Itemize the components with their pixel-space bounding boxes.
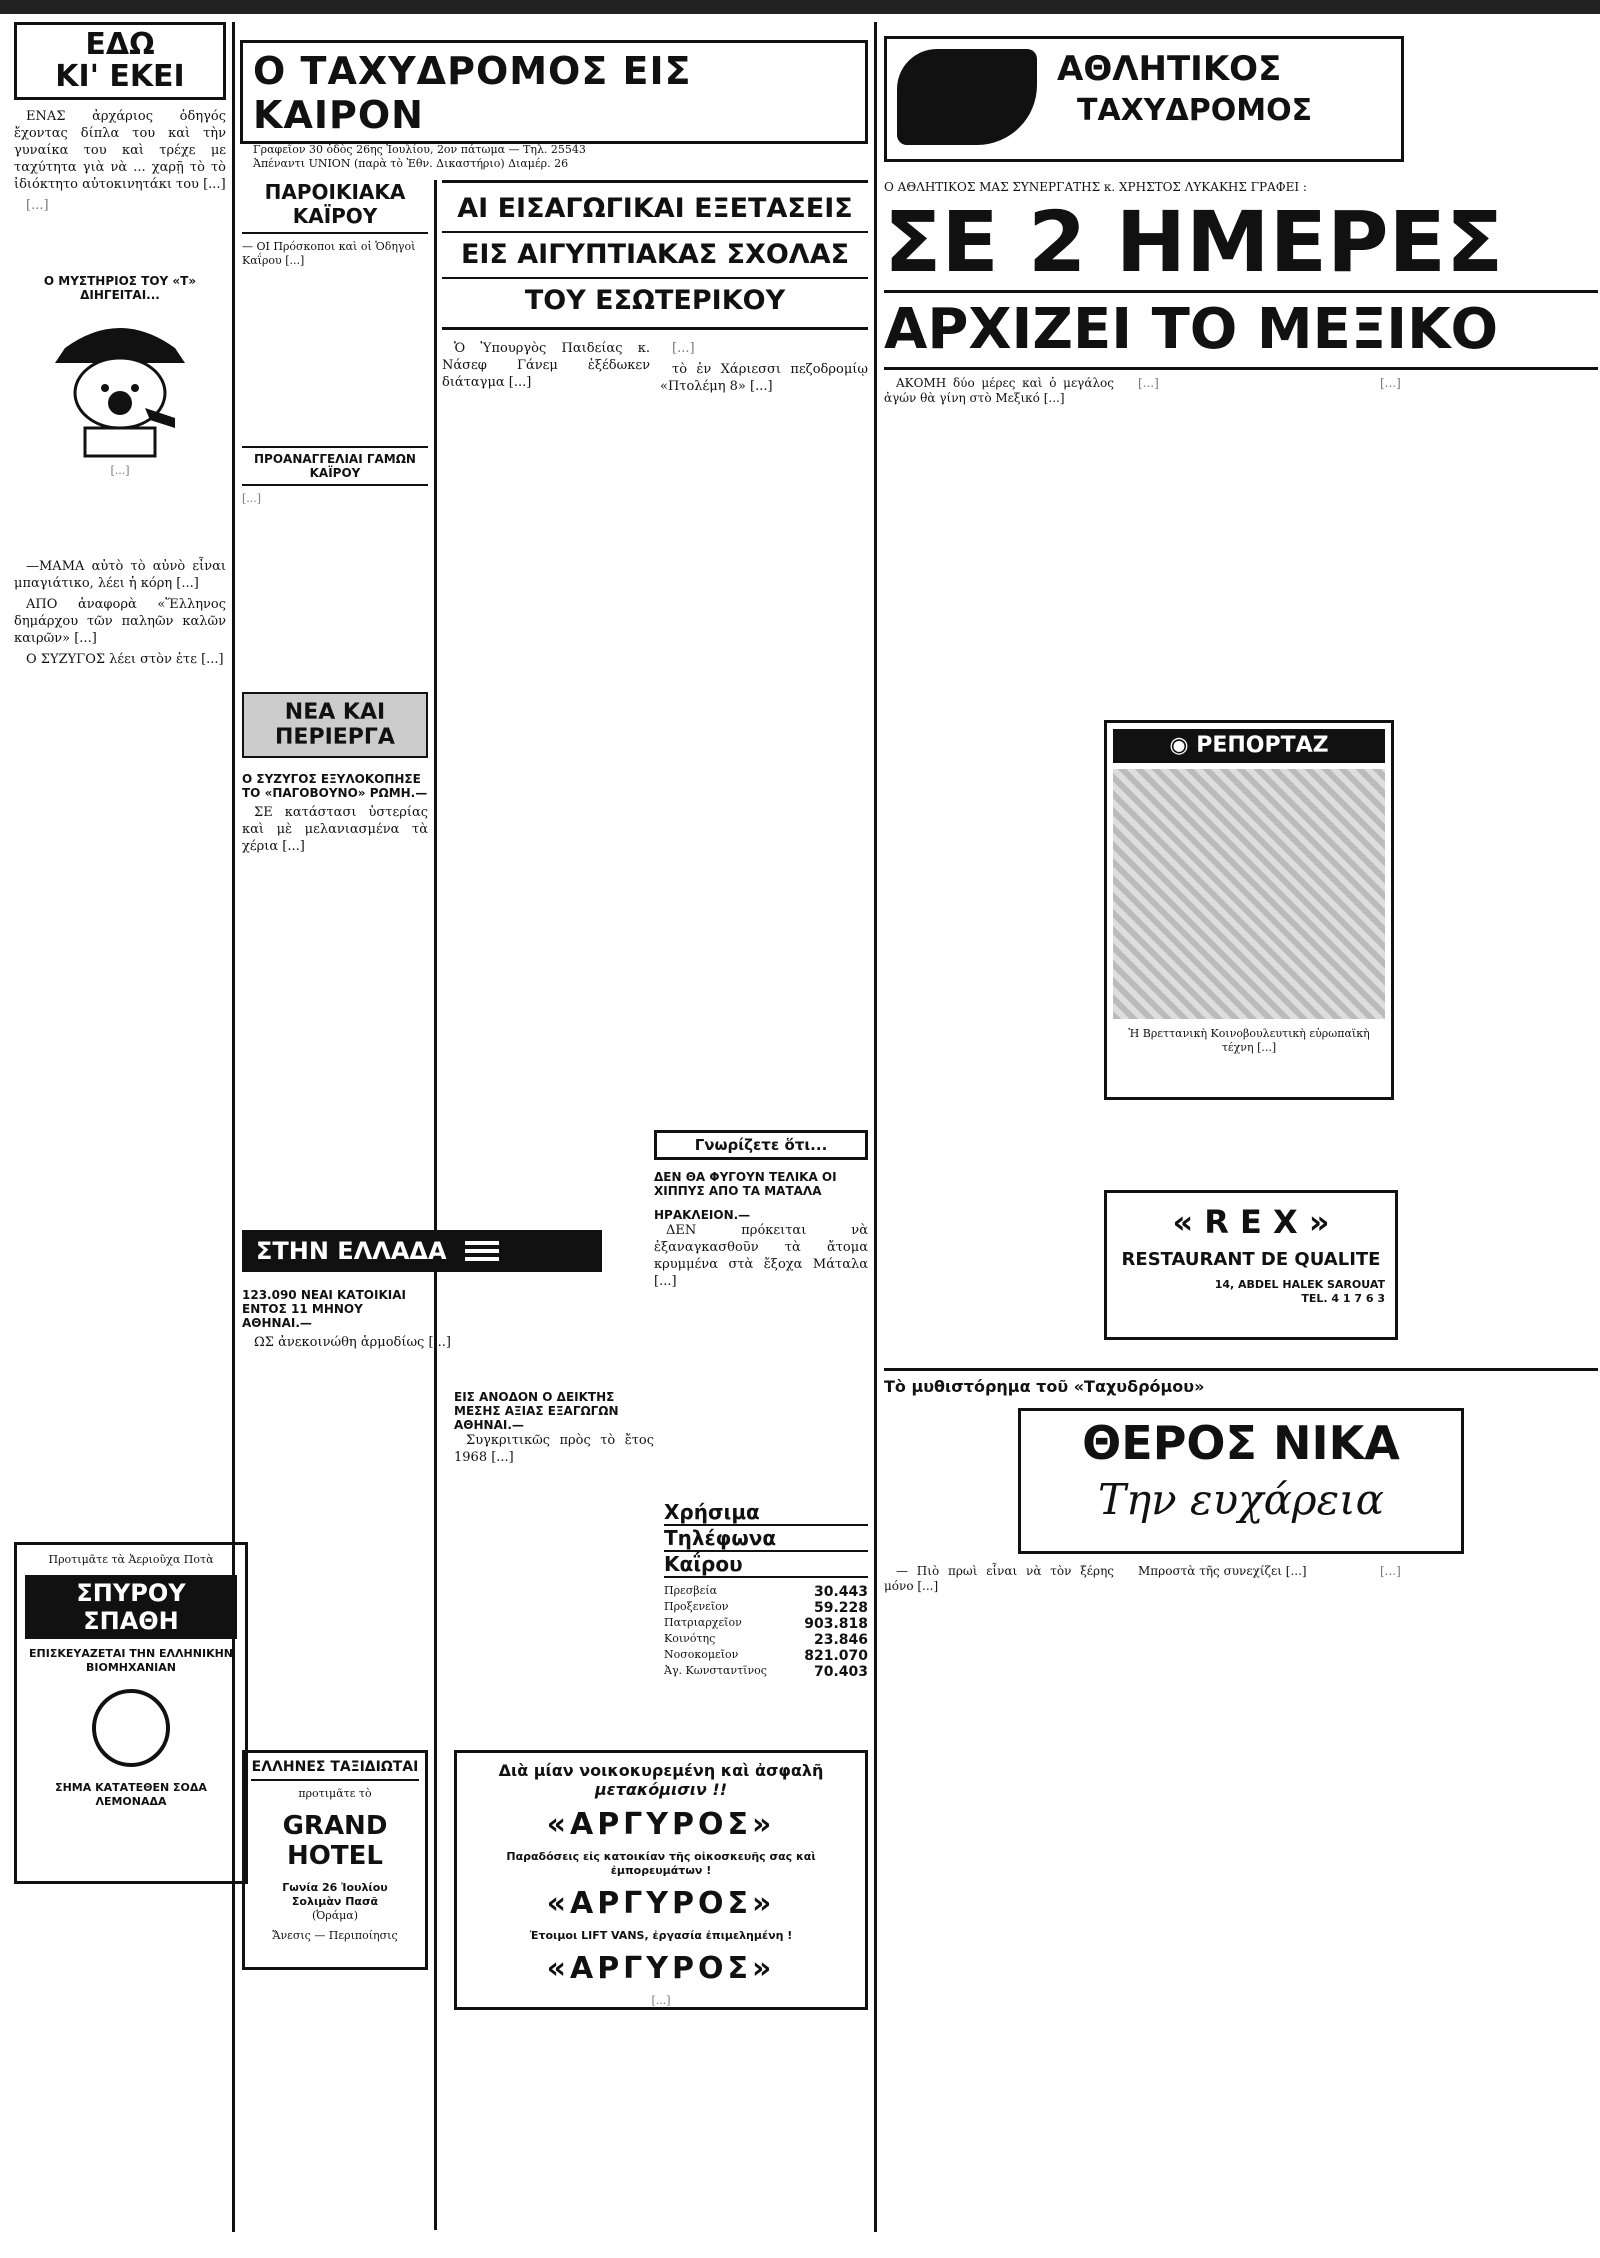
ad-sub: RESTAURANT DE QUALITE [1121,1249,1381,1270]
rex-ad [1104,1190,1398,1340]
novel-body [884,1564,1598,2224]
ad-line-3: Παραδόσεις εἰς κατοικίαν τῆς οἰκοσκευῆς σας καὶ ἐμπορευμάτων ! [506,1850,816,1877]
byline: Ο ΑΘΛΗΤΙΚΟΣ ΜΑΣ ΣΥΝΕΡΓΑΤΗΣ κ. ΧΡΗΣΤΟΣ ΛΥΚΑΚΗΣ ΓΡΑΦΕΙ : [884,180,1307,194]
ad-footer: ΣΗΜΑ ΚΑΤΑΤΕΘΕΝ ΣΟΔΑ ΛΕΜΟΝΑΔΑ [55,1781,207,1808]
sports-title-2: ΤΑΧΥΔΡΟΜΟΣ [1077,93,1313,128]
phone-number: 59.228 [813,1600,868,1616]
phone-row [664,1664,868,1680]
reportaz-title [1113,729,1385,763]
cartoon-title: Ο ΜΥΣΤΗΡΙΟΣ ΤΟΥ «Τ» ΔΙΗΓΕΙΤΑΙ... [43,274,197,302]
top-border [0,0,1600,14]
phone-number: 30.443 [813,1584,868,1600]
phones-title: Χρήσιμα [664,1500,868,1526]
cartoon-image [25,308,215,458]
ad-brand: ΣΠΥΡΟΥ ΣΠΑΘΗ [25,1575,237,1639]
sports-logo [884,36,1404,162]
parish-body [242,240,428,440]
photo-caption: Ἡ Βρεττανικὴ Κοινοβουλευτικὴ εὐρωπαϊκὴ τέχνη [...] [1128,1027,1370,1054]
spathis-ad [14,1542,248,1884]
paragraph: [...] [1138,376,1159,390]
column-rule [232,22,235,2232]
grand-hotel-ad [242,1750,428,1970]
ad-address-3: (Ὀράμα) [311,1909,359,1922]
sports-title: ΑΘΛΗΤΙΚΟΣ [1057,49,1282,89]
paragraph: ΕΝΑΣ ἀρχάριος ὁδηγός ἔχοντας δίπλα του καὶ τὴν γυναίκα του καὶ τρέχε με ταχύτητα γιὰ νὰ ... χαρῇ τὸ τὸ ἰδιόκτητο αὐτοκινητάκι του [...] [14,109,226,192]
greek-flag-icon [465,1241,499,1263]
cartoon-caption: [...] [110,464,130,477]
novel-title: ΘΕΡΟΣ ΝΙΚΑ [1082,1416,1400,1470]
bottle-icon [92,1689,170,1767]
masthead [240,40,868,170]
ad-line-2: μετακόμισιν !! [594,1780,727,1799]
ad-line: Διὰ μίαν νοικοκυρεμένη καὶ ἀσφαλῆ [498,1761,824,1780]
paragraph: [...] [1380,376,1401,390]
paragraph: [...] [1380,1564,1401,1578]
detective-cartoon-icon [25,308,215,458]
phones-title-3: Καΐρου [664,1552,868,1578]
column-1 [14,22,233,2232]
ad-line-2: προτιμᾶτε τὸ [298,1787,372,1800]
headline-line-3: ΤΟΥ ΕΣΩΤΕΡΙΚΟΥ [442,277,868,323]
paragraph: ΣΕ κατάστασι ὑστερίας καὶ μὲ μελανιασμένα τὰ χέρια [...] [242,805,428,854]
masthead-address: Γραφεῖον 30 ὁδὸς 26ης Ἰουλίου, 2ον πάτωμα — Τηλ. 25543 [253,143,586,156]
column-rule [874,22,877,2232]
phone-name: Νοσοκομεῖον [664,1648,739,1661]
phones-list [664,1584,868,1680]
reportaz-label: ΡΕΠΟΡΤΑΖ [1196,733,1329,758]
phone-row [664,1648,868,1664]
ad-line-4: Ἐτοιμοι LIFT VANS, ἐργασία ἐπιμελημένη ! [529,1929,793,1942]
phone-name: Πατριαρχεῖον [664,1616,742,1629]
sports-section [884,180,1598,700]
headline-2: ΑΡΧΙΖΕΙ ΤΟ ΜΕΞΙΚΟ [884,293,1598,370]
photo [1113,769,1385,1019]
paragraph: — Πιὸ πρωὶ εἶναι νὰ τὸν ξέρης μόνο [...] [884,1564,1114,1593]
novel-subtitle: Την ευχάρεια [1097,1475,1384,1524]
reportaz-box [1104,720,1394,1100]
section-title: ΕΔΩ [85,27,155,62]
ad-brand: « R E X » [1172,1203,1330,1241]
ad-line: ΕΛΛΗΝΕΣ ΤΑΞΙΔΙΩΤΑΙ [251,1759,419,1781]
masthead-title: Ο ΤΑΧΥΔΡΟΜΟΣ ΕΙΣ ΚΑΙΡΟΝ [253,49,692,137]
phones-box [664,1500,868,1700]
section-title-2: ΚΑΪΡΟΥ [292,204,378,228]
article-body [454,1432,654,1466]
section-title: ΠΑΡΟΙΚΙΑΚΑ [264,180,406,204]
hippies-article [654,1170,868,1470]
article-body-2 [14,558,226,668]
box-title: Γνωρίζετε ὅτι... [694,1136,828,1154]
argyros-ad [454,1750,868,2010]
ad-tagline: Ἄνεσις — Περιποίησις [272,1929,398,1942]
ad-tagline: Προτιμᾶτε τὰ Ἀεριοῦχα Ποτὰ [48,1553,214,1566]
ad-address: Γωνία 26 Ἰουλίου [282,1881,388,1894]
greece-banner-title: ΣΤΗΝ ΕΛΛΑΔΑ [256,1237,447,1265]
exports-article [454,1390,654,1680]
headline [442,180,868,330]
header-box [14,22,226,100]
novel-section [884,1368,1598,2228]
phone-name: Ἀγ. Κωνσταντῖνος [664,1664,767,1677]
article-subtitle: ΔΕΝ ΘΑ ΦΥΓΟΥΝ ΤΕΛΙΚΑ ΟΙ ΧΙΠΠΥΣ ΑΠΟ ΤΑ ΜΑΤΑΛΑ [654,1170,837,1198]
phone-number: 23.846 [813,1632,868,1648]
ad-tel: TEL. 4 1 7 6 3 [1301,1292,1385,1305]
parish-header [242,180,428,234]
phone-number: 903.818 [804,1616,868,1632]
paragraph: [...] [672,341,695,356]
ad-address-2: Σολιμὰν Πασᾶ [291,1895,379,1908]
paragraph: —ΜΑΜΑ αὐτὸ τὸ αὐνὸ εἶναι μπαγιάτικο, λέει ἡ κόρη [...] [14,559,226,591]
article-body [884,376,1598,696]
phone-number: 70.403 [813,1664,868,1680]
article-body [14,108,226,214]
article-place: ΑΘΗΝΑΙ.— [454,1418,524,1432]
article-subtitle: Ο ΣΥΖΥΓΟΣ ΕΞΥΛΟΚΟΠΗΣΕ ΤΟ «ΠΑΓΟΒΟΥΝΟ» ΡΩΜΗ.— [242,772,428,800]
ad-brand-3: «ΑΡΓΥΡΟΣ» [546,1951,776,1986]
ad-address: 14, ABDEL HALEK SAROUAT [1214,1278,1385,1291]
headline-line-1: ΑΙ ΕΙΣΑΓΩΓΙΚΑΙ ΕΞΕΤΑΣΕΙΣ [457,193,853,224]
paragraph: ΑΚΟΜΗ δύο μέρες καὶ ὁ μεγάλος ἀγών θὰ γίνη στὸ Μεξικό [...] [884,376,1114,405]
phone-name: Κοινότης [664,1632,716,1645]
article-body [242,1334,622,1351]
phone-name: Προξενεῖον [664,1600,729,1613]
paragraph: [...] [26,198,49,213]
did-you-know-box [654,1130,868,1160]
section-title-2: ΚΙ' ΕΚΕΙ [55,59,185,94]
article-place: ΗΡΑΚΛΕΙΟΝ.— [654,1208,751,1222]
article-subtitle: 123.090 ΝΕΑΙ ΚΑΤΟΙΚΙΑΙ ΕΝΤΟΣ 11 ΜΗΝΟΥ ΑΘΗΝΑΙ.— [242,1288,406,1330]
phone-row [664,1584,868,1600]
paragraph: Ὁ Ὑπουργὸς Παιδείας κ. Νάσεφ Γάνεμ ἐξέδωκεν διάταγμα [...] [442,341,650,390]
headline: ΣΕ 2 ΗΜΕΡΕΣ [884,194,1598,293]
ad-brand-2: «ΑΡΓΥΡΟΣ» [546,1886,776,1921]
paragraph: ΩΣ ἀνεκοινώθη ἁρμοδίως [...] [254,1335,451,1350]
news-banner: ΝΕΑ ΚΑΙ ΠΕΡΙΕΡΓΑ [242,692,428,758]
paragraph: Μπροστὰ τῆς συνεχίζει [...] [1138,1564,1307,1578]
ad-brand: «ΑΡΓΥΡΟΣ» [546,1807,776,1842]
ad-subtext: ΕΠΙΣΚΕΥΑΖΕΤΑΙ ΤΗΝ ΕΛΛΗΝΙΚΗΝ ΒΙΟΜΗΧΑΝΙΑΝ [29,1647,233,1674]
phones-title-2: Τηλέφωνα [664,1526,868,1552]
article-body [242,804,428,1024]
article-body [442,340,868,900]
phone-number: 821.070 [804,1648,868,1664]
paragraph: Συγκριτικῶς πρὸς τὸ ἔτος 1968 [...] [454,1433,654,1465]
ad-footer: [...] [651,1994,671,2007]
headline-line-2: ΕΙΣ ΑΙΓΥΠΤΙΑΚΑΣ ΣΧΟΛΑΣ [442,231,868,277]
weddings-body: [...] [242,492,262,505]
article-subtitle: ΕΙΣ ΑΝΟΔΟΝ Ο ΔΕΙΚΤΗΣ ΜΕΣΗΣ ΑΞΙΑΣ ΕΞΑΓΩΓΩΝ [454,1390,619,1418]
paragraph: ΔΕΝ πρόκειται νὰ ἐξαναγκασθοῦν τὰ ἄτομα κρυμμένα στὰ ἔξοχα Μάταλα [...] [654,1223,868,1289]
phone-row [664,1632,868,1648]
phone-row [664,1616,868,1632]
paragraph: Ο ΣΥΖΥΓΟΣ λέει στὸν ἐτε [...] [26,652,224,667]
article-body [654,1222,868,1290]
paragraph: τὸ ἐν Χάριεσσι πεζοδρομίῳ «Πτολέμη 8» [...] [660,362,868,394]
sports-masthead [884,36,1398,156]
paragraph: — ΟΙ Πρόσκοποι καὶ οἱ Ὁδηγοὶ Καΐρου [...] [242,240,416,267]
masthead-address-2: Ἀπέναντι UNION (παρὰ τὸ Ἐθν. Δικαστήριο) Διαμέρ. 26 [253,157,569,170]
column-rule [434,180,437,2230]
phone-name: Πρεσβεία [664,1584,718,1597]
novel-header: Τὸ μυθιστόρημα τοῦ «Ταχυδρόμου» [884,1377,1205,1396]
runner-icon [897,49,1037,145]
greece-banner [242,1230,602,1272]
paragraph: ΑΠΟ ἀναφορὰ «Ἕλληνος δημάρχου τῶν παληῶν καλῶν καιρῶν» [...] [14,597,226,646]
column-3 [442,180,868,1180]
ad-brand: GRAND HOTEL [282,1811,388,1871]
phone-row [664,1600,868,1616]
novel-title-box [1018,1408,1464,1554]
weddings-header: ΠΡΟΑΝΑΓΓΕΛΙΑΙ ΓΑΜΩΝ ΚΑΪΡΟΥ [242,446,428,486]
eye-icon: ◉ [1169,733,1189,758]
